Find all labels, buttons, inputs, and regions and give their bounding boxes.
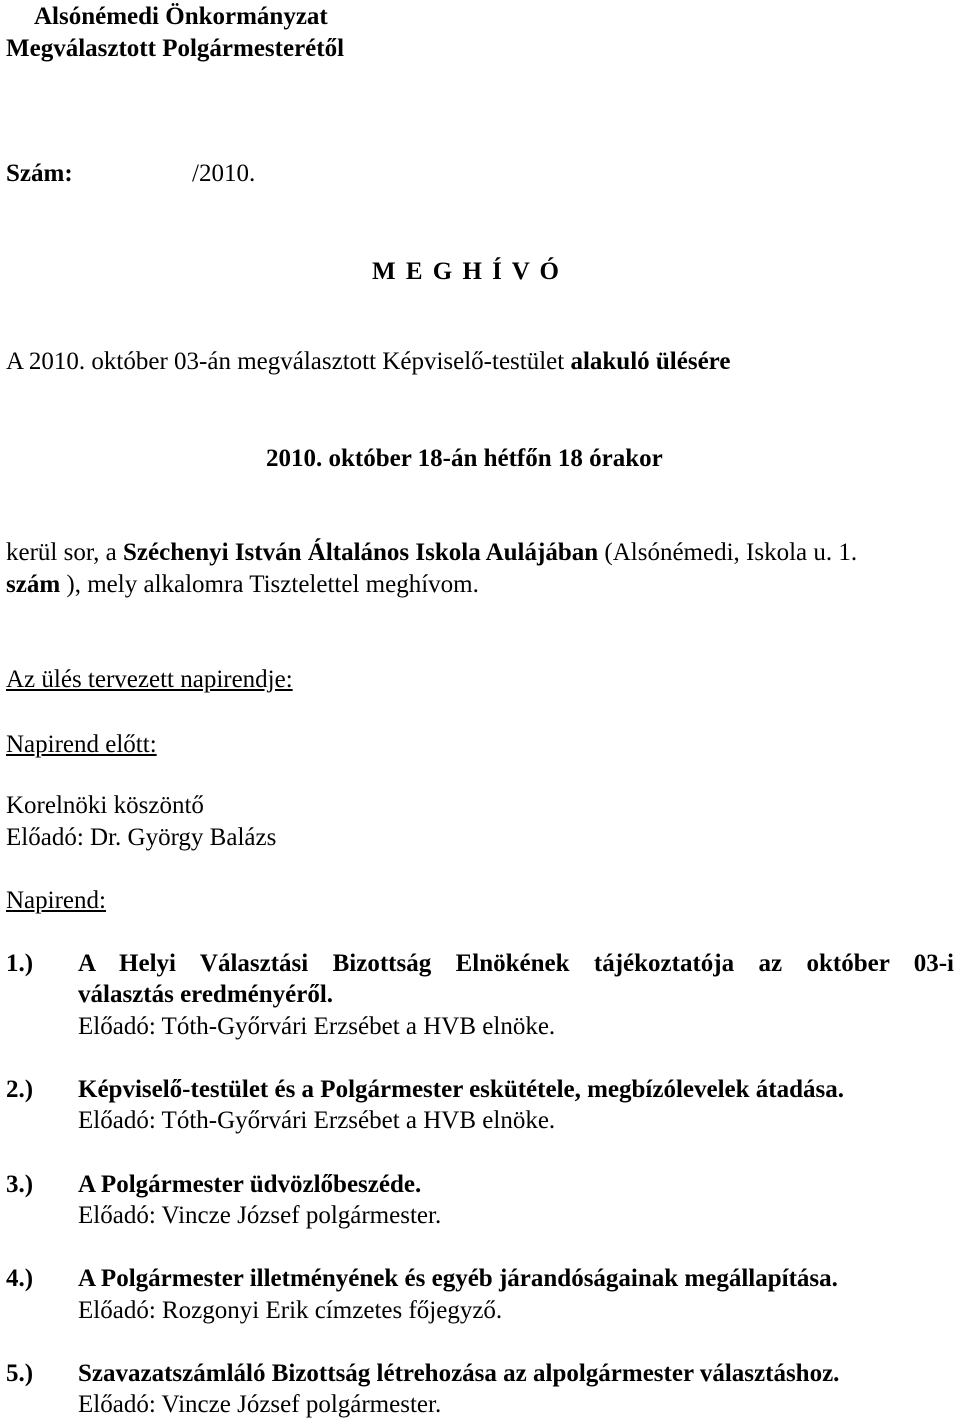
meeting-time: 2010. október 18-án hétfőn 18 órakor — [266, 445, 663, 472]
agenda-item-title: Képviselő-testület és a Polgármester eskütétele, megbízólevelek átadása. — [78, 1076, 845, 1103]
intro-text: A 2010. október 03-án megválasztott Képviselő-testület — [6, 348, 571, 375]
venue-line-2 — [6, 569, 479, 601]
venue-line-1 — [6, 537, 857, 569]
agenda-heading: Az ülés tervezett napirendje: — [6, 666, 293, 693]
agenda-item-number: 3.) — [6, 1171, 34, 1198]
agenda-item-number: 2.) — [6, 1076, 34, 1103]
agenda-item-title-cont: választás eredményéről. — [78, 981, 334, 1008]
reference-label: Szám: — [6, 160, 73, 187]
document-title: M E G H Í V Ó — [372, 258, 559, 285]
agenda-item-number: 5.) — [6, 1360, 34, 1387]
agenda-item-presenter: Előadó: Vincze József polgármester. — [78, 1202, 442, 1229]
agenda-item-presenter: Előadó: Tóth-Győrvári Erzsébet a HVB elnöke. — [78, 1107, 556, 1134]
venue-place: Széchenyi István Általános Iskola Aulájában — [123, 539, 599, 566]
agenda-item-presenter: Előadó: Tóth-Győrvári Erzsébet a HVB elnöke. — [78, 1013, 556, 1040]
venue-szam: szám — [6, 571, 61, 598]
pre-agenda-presenter: Előadó: Dr. György Balázs — [6, 824, 277, 851]
agenda-item-title: A Polgármester üdvözlőbeszéde. — [78, 1171, 422, 1198]
pre-agenda-heading: Napirend előtt: — [6, 731, 157, 758]
pre-agenda-item: Korelnöki köszöntő — [6, 792, 204, 819]
agenda-item-presenter: Előadó: Rozgonyi Erik címzetes főjegyző. — [78, 1297, 503, 1324]
reference-value: /2010. — [192, 160, 256, 187]
issuer-line-2: Megválasztott Polgármesterétől — [6, 35, 345, 62]
agenda-item-title: A Polgármester illetményének és egyéb járandóságainak megállapítása. — [78, 1265, 838, 1292]
agenda-item-number: 1.) — [6, 950, 34, 977]
issuer-line-1: Alsónémedi Önkormányzat — [34, 3, 328, 30]
agenda-item-title: Szavazatszámláló Bizottság létrehozása az alpolgármester választáshoz. — [78, 1360, 840, 1387]
agenda-item-number: 4.) — [6, 1265, 34, 1292]
venue-text-1: kerül sor, a — [6, 539, 124, 566]
intro-paragraph — [6, 346, 730, 378]
agenda-item-title: A Helyi Választási Bizottság Elnökének tájékoztatója az október 03-i — [78, 950, 954, 977]
venue-text-2: (Alsónémedi, Iskola u. 1. — [598, 539, 858, 566]
agenda-items-heading: Napirend: — [6, 887, 106, 914]
intro-bold: alakuló ülésére — [570, 348, 731, 375]
venue-text-3: ), mely alkalomra Tisztelettel meghívom. — [60, 571, 479, 598]
agenda-item-presenter: Előadó: Vincze József polgármester. — [78, 1391, 442, 1418]
